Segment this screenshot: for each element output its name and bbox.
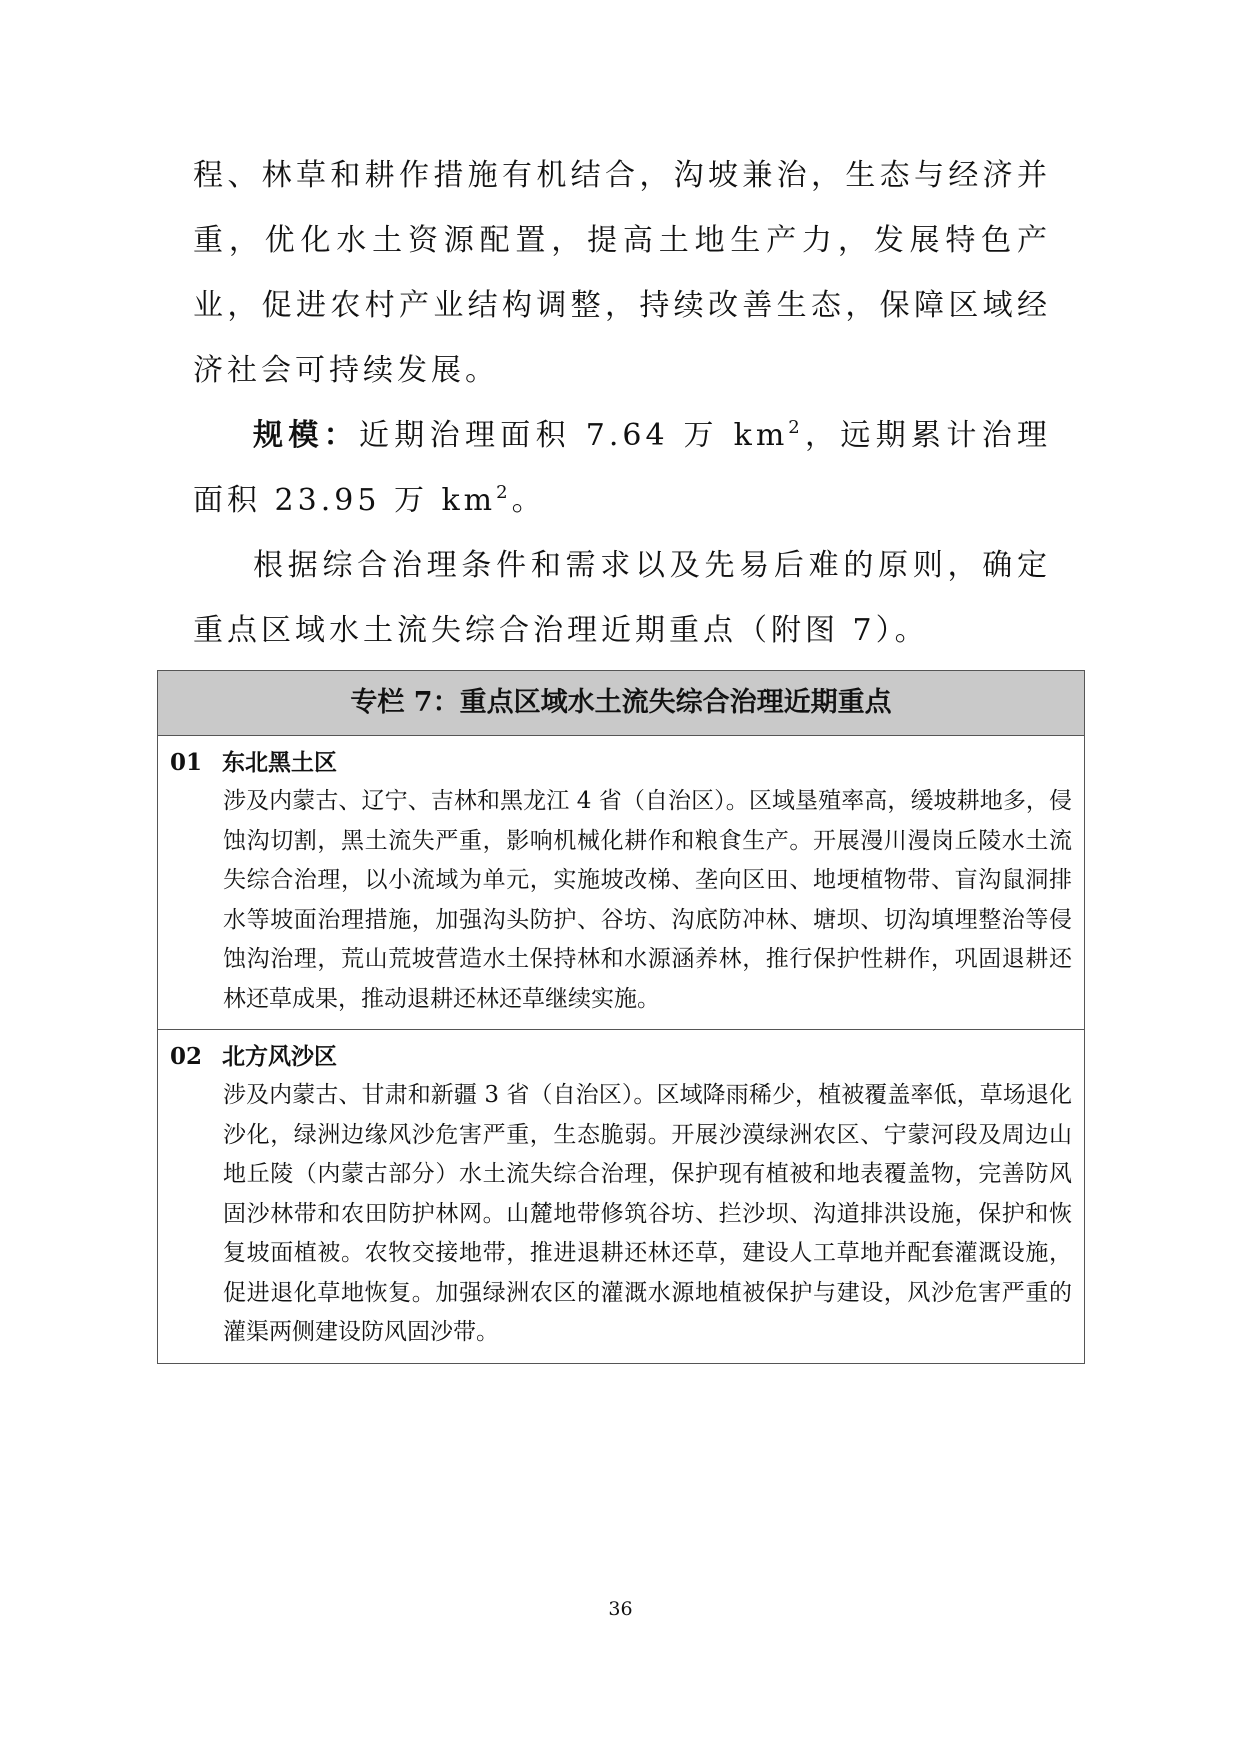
- box-section-north-sand: [158, 1029, 1084, 1363]
- scale-label: 规模：: [253, 418, 359, 453]
- page-number: 36: [608, 1598, 633, 1620]
- scale-text-long-term: ，远期累计治理面积 23.95 万 km: [193, 418, 1052, 518]
- box-section-northeast: [158, 736, 1084, 1029]
- paragraph-priorities: 根据综合治理条件和需求以及先易后难的原则，确定重点区域水土流失综合治理近期重点（附图 7）。: [193, 548, 1051, 648]
- section-title: 北方风沙区: [222, 1043, 337, 1070]
- scale-text-end: 。: [511, 483, 546, 518]
- section-number: 02: [170, 1043, 203, 1070]
- unit-superscript: 2: [496, 482, 512, 503]
- column-box: [157, 670, 1085, 1364]
- paragraph-goals: 程、林草和耕作措施有机结合，沟坡兼治，生态与经济并重，优化水土资源配置，提高土地生产力，发展特色产业，促进农村产业结构调整，持续改善生态，保障区域经济社会可持续发展。: [193, 158, 1051, 388]
- section-body: 涉及内蒙古、甘肃和新疆 3 省（自治区）。区域降雨稀少，植被覆盖率低，草场退化沙化，绿洲边缘风沙危害严重，生态脆弱。开展沙漠绿洲农区、宁蒙河段及周边山地丘陵（内蒙古部分）水土流失综合治理，保护现有植被和地表覆盖物，完善防风固沙林带和农田防护林网。山麓地带修筑谷坊、拦沙坝、沟道排洪设施，保护和恢复坡面植被。农牧交接地带，推进退耕还林还草，建设人工草地并配套灌溉设施，促进退化草地恢复。加强绿洲农区的灌溉水源地植被保护与建设，风沙危害严重的灌渠两侧建设防风固沙带。: [223, 1082, 1072, 1345]
- section-heading: [170, 1038, 1072, 1076]
- section-title: 东北黑土区: [222, 749, 337, 776]
- scale-text-near-term: 近期治理面积 7.64 万 km: [358, 418, 789, 453]
- section-body: 涉及内蒙古、辽宁、吉林和黑龙江 4 省（自治区）。区域垦殖率高，缓坡耕地多，侵蚀沟切割，黑土流失严重，影响机械化耕作和粮食生产。开展漫川漫岗丘陵水土流失综合治理，以小流域为单元，实施坡改梯、垄向区田、地埂植物带、盲沟鼠洞排水等坡面治理措施，加强沟头防护、谷坊、沟底防冲林、塘坝、切沟填埋整治等侵蚀沟治理，荒山荒坡营造水土保持林和水源涵养林，推行保护性耕作，巩固退耕还林还草成果，推动退耕还林还草继续实施。: [223, 788, 1072, 1012]
- section-number: 01: [170, 749, 203, 776]
- unit-superscript: 2: [788, 417, 804, 438]
- section-heading: [170, 744, 1072, 782]
- body-text: [193, 143, 1051, 663]
- column-box-title: 专栏 7：重点区域水土流失综合治理近期重点: [158, 671, 1084, 736]
- paragraph-scale: [193, 403, 1051, 533]
